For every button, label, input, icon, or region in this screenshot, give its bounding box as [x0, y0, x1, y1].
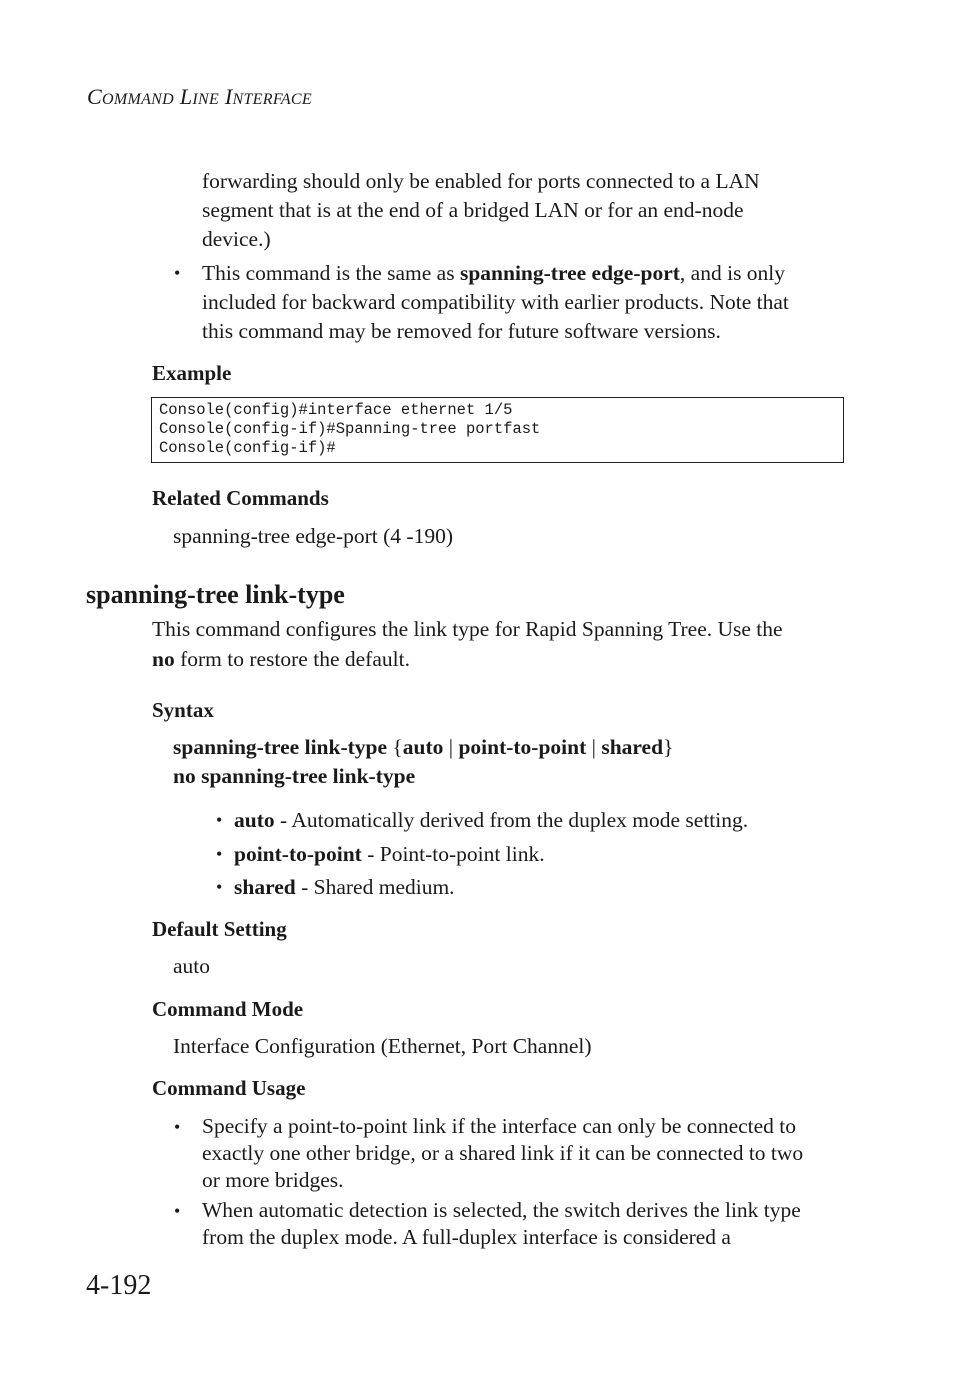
- bullet-marker: •: [216, 810, 223, 830]
- param-item: [234, 840, 545, 869]
- syntax-brace: }: [663, 735, 674, 759]
- text-line: [202, 259, 789, 288]
- continuation-paragraph: [202, 167, 760, 254]
- header-word-2-cap: L: [179, 84, 193, 109]
- header-word-1-cap: C: [87, 84, 102, 109]
- param-desc: - Point-to-point link.: [361, 842, 545, 866]
- text-span: , and is only: [679, 261, 786, 285]
- code-line: Console(config-if)#Spanning-tree portfast: [159, 420, 541, 438]
- text-line: or more bridges.: [202, 1168, 344, 1192]
- page-number: 4-192: [86, 1270, 152, 1301]
- header-word-1-rest: OMMAND: [101, 91, 174, 108]
- bullet-marker: •: [216, 877, 223, 897]
- related-command-link[interactable]: spanning-tree edge-port (4 -190): [173, 524, 453, 548]
- code-line: Console(config-if)#: [159, 439, 336, 457]
- syntax-option: auto: [402, 735, 444, 759]
- default-setting-heading: Default Setting: [152, 917, 287, 941]
- command-usage-heading: Command Usage: [152, 1076, 306, 1100]
- text-line: [152, 644, 783, 674]
- command-reference: spanning-tree edge-port: [459, 261, 680, 285]
- keyword: no: [152, 647, 175, 671]
- text-line: When automatic detection is selected, the switch derives the link type: [202, 1198, 801, 1222]
- param-item: [234, 806, 748, 835]
- param-desc: - Shared medium.: [295, 875, 455, 899]
- usage-bullet-1: [202, 1113, 803, 1194]
- header-word-3-cap: I: [224, 84, 233, 109]
- text-line: forwarding should only be enabled for ports connected to a LAN: [202, 169, 760, 193]
- command-mode-heading: Command Mode: [152, 997, 304, 1021]
- bullet-paragraph: [202, 259, 789, 346]
- syntax-option: shared: [601, 735, 664, 759]
- param-name: auto: [234, 808, 275, 832]
- syntax-command: spanning-tree link-type: [173, 735, 388, 759]
- param-desc: - Automatically derived from the duplex mode setting.: [274, 808, 749, 832]
- bullet-marker: •: [174, 263, 181, 283]
- syntax-line-2: no spanning-tree link-type: [173, 764, 416, 788]
- param-name: point-to-point: [234, 842, 362, 866]
- section-title: spanning-tree link-type: [86, 580, 345, 609]
- section-description: [152, 614, 783, 674]
- text-line: from the duplex mode. A full-duplex interface is considered a: [202, 1225, 731, 1249]
- text-line: device.): [202, 227, 271, 251]
- default-setting-value: auto: [173, 954, 211, 978]
- header-word-2-rest: INE: [192, 91, 220, 108]
- text-line: this command may be removed for future software versions.: [202, 319, 721, 343]
- text-span: form to restore the default.: [174, 647, 410, 671]
- syntax-brace: {: [387, 735, 403, 759]
- syntax-line-1: [173, 733, 673, 762]
- syntax-option: point-to-point: [458, 735, 587, 759]
- running-header: [87, 84, 312, 110]
- syntax-separator: |: [586, 735, 602, 759]
- syntax-separator: |: [443, 735, 459, 759]
- example-heading: Example: [152, 361, 232, 385]
- bullet-marker: •: [174, 1201, 181, 1221]
- text-line: This command configures the link type for Rapid Spanning Tree. Use the: [152, 617, 783, 641]
- bullet-marker: •: [216, 844, 223, 864]
- bullet-marker: •: [174, 1117, 181, 1137]
- usage-bullet-2: [202, 1197, 801, 1251]
- param-item: [234, 873, 455, 902]
- text-line: included for backward compatibility with earlier products. Note that: [202, 290, 789, 314]
- related-commands-heading: Related Commands: [152, 486, 329, 510]
- param-name: shared: [234, 875, 296, 899]
- syntax-heading: Syntax: [152, 698, 214, 722]
- command-mode-value: Interface Configuration (Ethernet, Port Channel): [173, 1034, 592, 1058]
- header-word-3-rest: NTERFACE: [232, 91, 312, 108]
- text-line: segment that is at the end of a bridged LAN or for an end-node: [202, 198, 744, 222]
- text-span: This command is the same as: [202, 261, 460, 285]
- code-line: Console(config)#interface ethernet 1/5: [159, 401, 513, 419]
- text-line: exactly one other bridge, or a shared link if it can be connected to two: [202, 1141, 804, 1165]
- code-example-box: [151, 397, 844, 463]
- text-line: Specify a point-to-point link if the interface can only be connected to: [202, 1114, 797, 1138]
